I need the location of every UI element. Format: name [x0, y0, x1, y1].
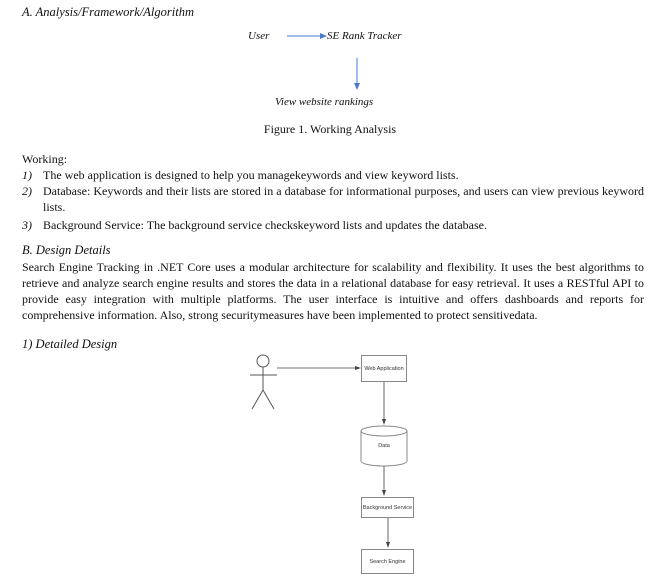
- working-item-number: 3): [22, 218, 32, 232]
- working-item-number: 2): [22, 184, 32, 198]
- design-details-paragraph: Search Engine Tracking in .NET Core uses a modular architecture for scalability and flexibility. It uses the best algorithms to retrieve and analyze search engine results and stores the data in a relational database for easy retrieval. It uses a RESTful API to provide easy integration with multiple platforms. The user interface is intuitive and offers dashboards and reports for comprehensive information. Also, strong securitymeasures have been implemented to protect sensitivedata.: [22, 260, 644, 322]
- data-label: Data: [378, 443, 390, 449]
- figure1-tracker-label: SE Rank Tracker: [327, 30, 402, 42]
- figure1-caption: Figure 1. Working Analysis: [263, 122, 397, 136]
- working-item-number: 1): [22, 168, 32, 182]
- section-a-heading: A. Analysis/Framework/Algorithm: [22, 5, 194, 19]
- web-application-box: Web Application: [361, 355, 407, 382]
- figure1-view-label: View website rankings: [275, 96, 374, 108]
- detailed-design-heading: 1) Detailed Design: [22, 337, 118, 351]
- working-item-text: Database: Keywords and their lists are stored in a database for informational purposes, and users can view previous keyword lists.: [43, 184, 644, 214]
- figure1-user-label: User: [248, 30, 270, 42]
- background-to-search-arrowhead: [386, 542, 390, 548]
- working-item-text: The web application is designed to help you managekeywords and view keyword lists.: [43, 168, 459, 182]
- working-item-text: Background Service: The background service checkskeyword lists and updates the database.: [43, 218, 487, 232]
- user-stick-figure: [250, 355, 277, 409]
- section-b-heading: B. Design Details: [22, 243, 111, 257]
- working-title: Working:: [22, 152, 68, 166]
- webapp-to-data-arrowhead: [382, 419, 386, 425]
- data-to-background-arrowhead: [382, 490, 386, 496]
- background-service-box: Background Service: [361, 497, 414, 518]
- search-engine-box: Search Engine: [361, 549, 414, 574]
